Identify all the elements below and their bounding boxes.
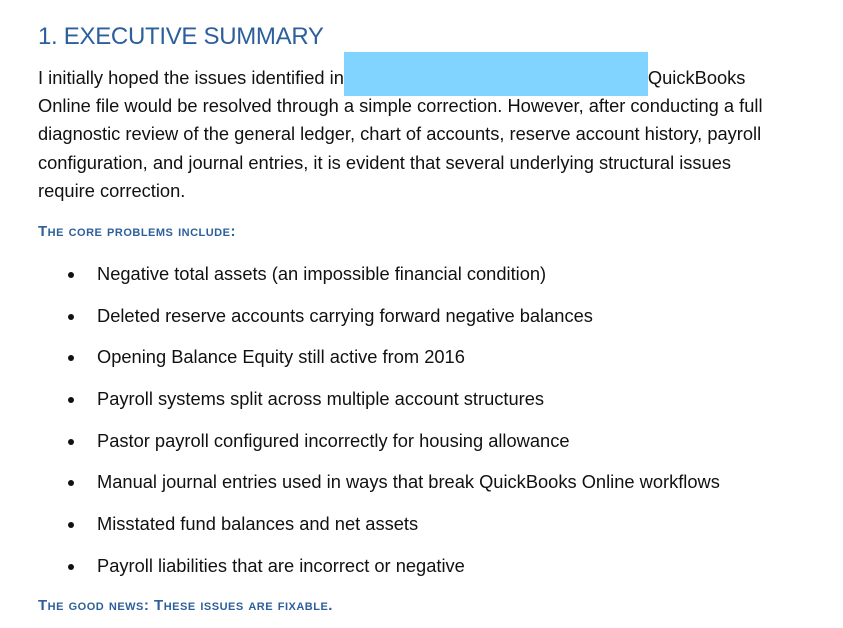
bullet-icon <box>68 355 74 361</box>
bullet-icon <box>68 272 74 278</box>
list-item-text: Negative total assets (an impossible financial condition) <box>97 263 547 284</box>
paragraph-line <box>38 64 763 92</box>
section-heading: 1. EXECUTIVE SUMMARY <box>38 23 324 50</box>
good-news-subheading: The good news: These issues are fixable. <box>38 597 333 614</box>
redaction-box <box>344 52 648 96</box>
list-item-text: Opening Balance Equity still active from 2016 <box>97 346 465 368</box>
bullet-icon <box>68 397 74 403</box>
summary-paragraph <box>38 64 763 205</box>
paragraph-line: Online file would be resolved through a simple correction. However, after conducting a full <box>38 95 763 117</box>
paragraph-line: require correction. <box>38 179 186 201</box>
bullet-icon <box>68 439 74 445</box>
bullet-icon <box>68 522 74 528</box>
list-item-text: Misstated fund balances and net assets <box>97 513 419 535</box>
bullet-icon <box>68 314 74 320</box>
list-item-text: Deleted reserve accounts carrying forward negative balances <box>97 304 593 326</box>
paragraph-text: I initially hoped the issues identified in <box>38 67 344 88</box>
paragraph-line: configuration, and journal entries, it is evident that several underlying structural issues <box>38 151 732 173</box>
list-item-text: Payroll liabilities that are incorrect or negative <box>97 554 465 576</box>
core-problems-subheading: The core problems include: <box>38 223 236 240</box>
list-item-text: Pastor payroll configured incorrectly for housing allowance <box>97 429 570 451</box>
bullet-icon <box>68 480 74 486</box>
bullet-icon <box>68 564 74 570</box>
paragraph-text: QuickBooks <box>647 67 746 88</box>
list-item-text: Manual journal entries used in ways that break QuickBooks Online workflows <box>97 471 720 493</box>
paragraph-line: diagnostic review of the general ledger, chart of accounts, reserve account history, payroll <box>38 123 762 145</box>
list-item-text: Payroll systems split across multiple account structures <box>97 388 545 410</box>
